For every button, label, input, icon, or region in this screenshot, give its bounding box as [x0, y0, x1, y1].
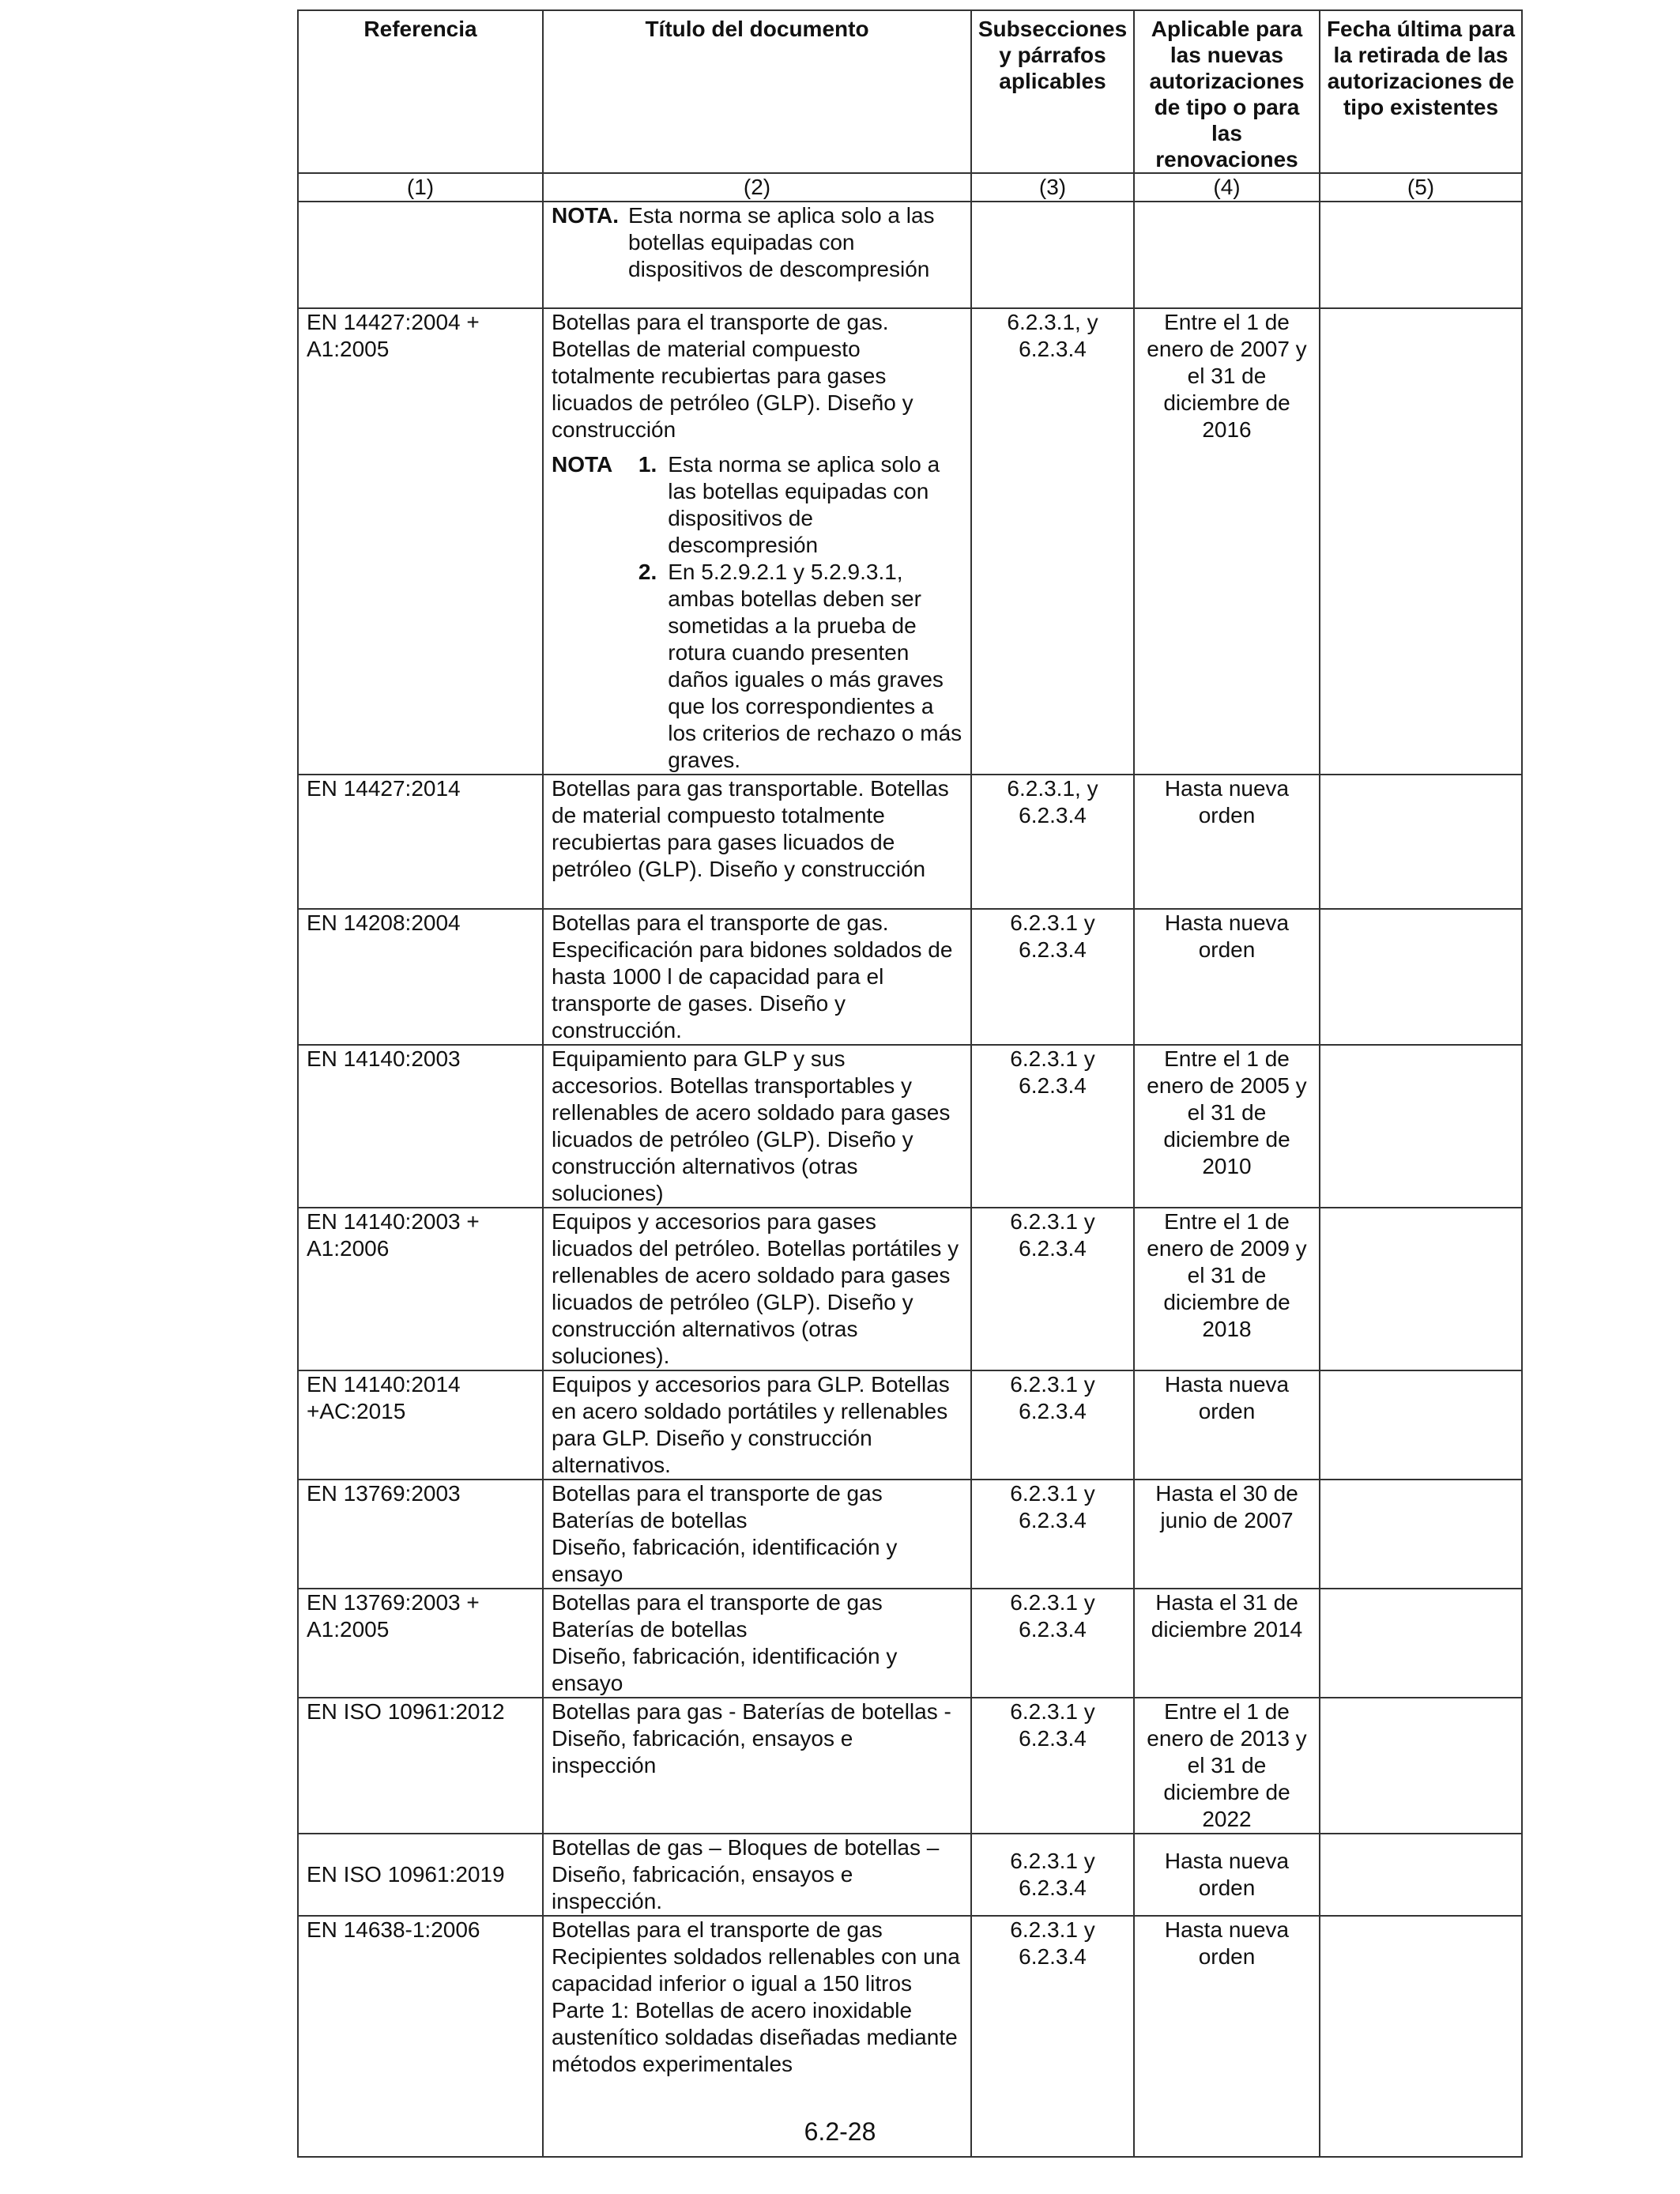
header-referencia: Referencia [298, 10, 543, 173]
title-line: Botellas para el transporte de gas [552, 1481, 883, 1506]
note-number: 2. [638, 560, 657, 584]
header-titulo: Título del documento [543, 10, 971, 173]
title-line: Botellas para gas transportable. Botellas de material compuesto totalmente recubiertas para gases licuados de petróleo (GLP). Diseño y construcción [552, 776, 949, 881]
note-items [622, 451, 962, 774]
note-items [628, 202, 962, 283]
cell-subsections [971, 202, 1134, 308]
cell-title [543, 1208, 971, 1370]
cell-applicable: Hasta nueva orden [1134, 1834, 1320, 1916]
note-text: En 5.2.9.2.1 y 5.2.9.3.1, ambas botellas deben ser sometidas a la prueba de rotura cuando presenten daños iguales o más graves que los correspondientes a los criterios de rechazo o más graves. [668, 560, 962, 772]
cell-reference: EN 14140:2003 [298, 1045, 543, 1208]
cell-withdrawal [1320, 1480, 1522, 1589]
cell-withdrawal [1320, 1208, 1522, 1370]
title-line: Botellas para gas - Baterías de botellas - [552, 1699, 951, 1724]
cell-applicable: Hasta el 30 de junio de 2007 [1134, 1480, 1320, 1589]
header-fecha-retirada: Fecha última para la retirada de las autorizaciones de tipo existentes [1320, 10, 1522, 173]
cell-reference: EN ISO 10961:2012 [298, 1698, 543, 1834]
title-line: Botellas para el transporte de gas. Botellas de material compuesto totalmente recubiertas para gases licuados de petróleo (GLP). Diseño y construcción [552, 310, 913, 442]
note-item [628, 202, 962, 283]
table-row [298, 1834, 1522, 1916]
column-number: (4) [1134, 173, 1320, 202]
cell-withdrawal [1320, 1045, 1522, 1208]
cell-title [543, 909, 971, 1045]
header-row [298, 10, 1522, 173]
cell-title [543, 1834, 971, 1916]
cell-reference [298, 202, 543, 308]
cell-applicable: Hasta nueva orden [1134, 909, 1320, 1045]
title-line: Botellas de gas – Bloques de botellas – Diseño, fabricación, ensayos e inspección. [552, 1835, 940, 1913]
cell-subsections: 6.2.3.1 y 6.2.3.4 [971, 1480, 1134, 1589]
cell-withdrawal [1320, 909, 1522, 1045]
cell-reference: EN 14427:2004 + A1:2005 [298, 308, 543, 775]
cell-applicable: Hasta el 31 de diciembre 2014 [1134, 1589, 1320, 1698]
table-row [298, 909, 1522, 1045]
cell-withdrawal [1320, 308, 1522, 775]
cell-reference: EN 14638-1:2006 [298, 1916, 543, 2157]
cell-applicable [1134, 202, 1320, 308]
cell-title [543, 1370, 971, 1480]
cell-title [543, 775, 971, 909]
title-line: Recipientes soldados rellenables con una capacidad inferior o igual a 150 litros [552, 1944, 960, 1996]
table-row [298, 1370, 1522, 1480]
cell-withdrawal [1320, 1370, 1522, 1480]
table-row [298, 1208, 1522, 1370]
cell-title [543, 202, 971, 308]
cell-applicable: Entre el 1 de enero de 2009 y el 31 de diciembre de 2018 [1134, 1208, 1320, 1370]
cell-reference: EN 14427:2014 [298, 775, 543, 909]
cell-subsections: 6.2.3.1 y 6.2.3.4 [971, 1698, 1134, 1834]
note-block [552, 451, 962, 774]
cell-subsections: 6.2.3.1 y 6.2.3.4 [971, 1045, 1134, 1208]
cell-applicable: Hasta nueva orden [1134, 1916, 1320, 2157]
column-number: (3) [971, 173, 1134, 202]
title-line: Baterías de botellas [552, 1508, 748, 1532]
cell-applicable: Entre el 1 de enero de 2005 y el 31 de diciembre de 2010 [1134, 1045, 1320, 1208]
cell-applicable: Hasta nueva orden [1134, 775, 1320, 909]
table-row [298, 1045, 1522, 1208]
table-body [298, 202, 1522, 2157]
cell-subsections: 6.2.3.1, y 6.2.3.4 [971, 775, 1134, 909]
cell-subsections: 6.2.3.1 y 6.2.3.4 [971, 909, 1134, 1045]
table-row [298, 1589, 1522, 1698]
cell-subsections: 6.2.3.1 y 6.2.3.4 [971, 1916, 1134, 2157]
cell-withdrawal [1320, 1698, 1522, 1834]
note-label: NOTA [552, 452, 613, 477]
title-line: Equipos y accesorios para gases licuados del petróleo. Botellas portátiles y rellenables de acero soldado para gases licuados de petróleo (GLP). Diseño y construcción alternativos (otras soluciones). [552, 1209, 959, 1368]
cell-title [543, 308, 971, 775]
title-line: Equipamiento para GLP y sus accesorios. Botellas transportables y rellenables de acero soldado para gases licuados de petróleo (GLP). Diseño y construcción alternativos (otras soluciones) [552, 1046, 951, 1205]
title-line: Parte 1: Botellas de acero inoxidable austenítico soldadas diseñadas mediante métodos experimentales [552, 1998, 958, 2076]
header-aplicable: Aplicable para las nuevas autorizaciones de tipo o para las renovaciones [1134, 10, 1320, 173]
title-line: Baterías de botellas [552, 1617, 748, 1642]
cell-reference: EN 14140:2014 +AC:2015 [298, 1370, 543, 1480]
note-text: Esta norma se aplica solo a las botellas equipadas con dispositivos de descompresión [668, 452, 940, 557]
title-line: Equipos y accesorios para GLP. Botellas en acero soldado portátiles y rellenables para GLP. Diseño y construcción alternativos. [552, 1372, 950, 1477]
cell-reference: EN ISO 10961:2019 [298, 1834, 543, 1916]
cell-subsections: 6.2.3.1 y 6.2.3.4 [971, 1589, 1134, 1698]
title-line: Botellas para el transporte de gas [552, 1917, 883, 1942]
column-number: (5) [1320, 173, 1522, 202]
cell-title [543, 1698, 971, 1834]
cell-withdrawal [1320, 202, 1522, 308]
note-text: Esta norma se aplica solo a las botellas equipadas con dispositivos de descompresión [628, 203, 935, 281]
cell-subsections: 6.2.3.1 y 6.2.3.4 [971, 1834, 1134, 1916]
header-subsecciones: Subsecciones y párrafos aplicables [971, 10, 1134, 173]
title-line: Botellas para el transporte de gas. Especificación para bidones soldados de hasta 1000 l de capacidad para el transporte de gases. Diseño y construcción. [552, 910, 953, 1042]
column-number: (1) [298, 173, 543, 202]
table-row [298, 1480, 1522, 1589]
title-line: Diseño, fabricación, identificación y ensayo [552, 1644, 898, 1695]
note-label: NOTA. [552, 203, 620, 228]
cell-reference: EN 14140:2003 + A1:2006 [298, 1208, 543, 1370]
cell-subsections: 6.2.3.1, y 6.2.3.4 [971, 308, 1134, 775]
cell-title [543, 1589, 971, 1698]
table-row [298, 1698, 1522, 1834]
cell-title [543, 1045, 971, 1208]
note-item [638, 451, 962, 559]
table-row [298, 775, 1522, 909]
table-row [298, 202, 1522, 308]
title-line: Diseño, fabricación, ensayos e inspección [552, 1726, 853, 1777]
cell-reference: EN 13769:2003 [298, 1480, 543, 1589]
note-item [638, 559, 962, 774]
cell-subsections: 6.2.3.1 y 6.2.3.4 [971, 1208, 1134, 1370]
title-line: Diseño, fabricación, identificación y ensayo [552, 1535, 898, 1586]
cell-title [543, 1480, 971, 1589]
cell-reference: EN 14208:2004 [298, 909, 543, 1045]
cell-applicable: Entre el 1 de enero de 2007 y el 31 de diciembre de 2016 [1134, 308, 1320, 775]
cell-withdrawal [1320, 775, 1522, 909]
cell-withdrawal [1320, 1834, 1522, 1916]
page-number: 6.2-28 [804, 2117, 876, 2146]
cell-applicable: Hasta nueva orden [1134, 1370, 1320, 1480]
cell-applicable: Entre el 1 de enero de 2013 y el 31 de diciembre de 2022 [1134, 1698, 1320, 1834]
note-block [552, 202, 962, 283]
cell-withdrawal [1320, 1589, 1522, 1698]
note-number: 1. [638, 452, 657, 477]
column-number-row [298, 173, 1522, 202]
column-number: (2) [543, 173, 971, 202]
cell-reference: EN 13769:2003 + A1:2005 [298, 1589, 543, 1698]
table-row [298, 308, 1522, 775]
cell-subsections: 6.2.3.1 y 6.2.3.4 [971, 1370, 1134, 1480]
title-line: Botellas para el transporte de gas [552, 1590, 883, 1615]
standards-table [297, 9, 1523, 2158]
